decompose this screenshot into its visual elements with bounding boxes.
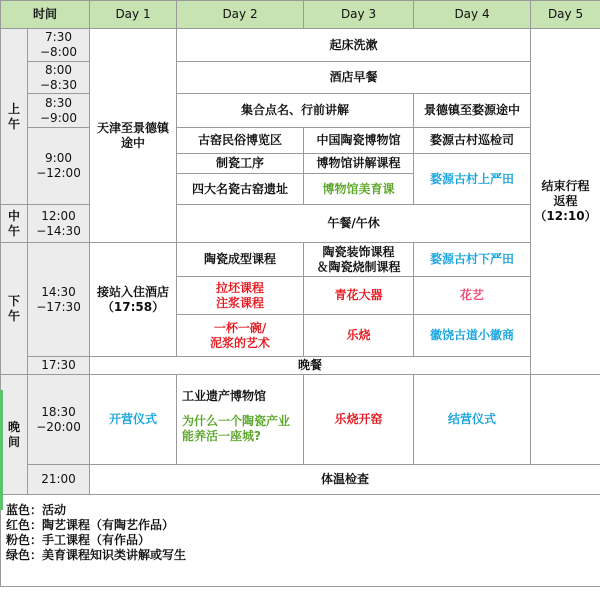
cell-day3-deco-text: 陶瓷装饰课程 ＆陶瓷烧制课程 (316, 244, 401, 274)
cell-day2-bowl (177, 315, 304, 357)
cell-day1-travel-text: 天津至景德镇 途中 (97, 120, 170, 150)
period-morning (1, 29, 28, 205)
time-0730 (28, 29, 90, 62)
cell-day2-throwing-text: 拉坯课程 注浆课程 (216, 280, 265, 310)
cell-temp: 体温检查 (90, 465, 600, 495)
cell-day2-throwing (177, 277, 304, 315)
cell-day2-folk: 古窑民俗博览区 (177, 128, 304, 154)
cell-day4-shop: 徽饶古道小徽商 (414, 315, 531, 357)
cell-day3-lecture: 博物馆讲解课程 (304, 154, 414, 174)
header-day-3: Day 3 (304, 1, 414, 29)
header-day-5: Day 5 (531, 1, 600, 29)
cell-day3-lefire: 乐烧 (304, 315, 414, 357)
time-1430 (28, 243, 90, 357)
cell-day2-industrial: 工业遗产博物馆 (182, 389, 267, 403)
period-evening (1, 375, 28, 495)
cell-day4-flower: 花艺 (414, 277, 531, 315)
time-1730: 17:30 (28, 357, 90, 375)
cell-day4-closing: 结营仪式 (414, 375, 531, 465)
period-noon (1, 205, 28, 243)
time-0830 (28, 94, 90, 128)
time-1200-label: 12:00 −14:30 (36, 208, 81, 238)
cell-day3-aesthetic: 博物馆美育课 (304, 174, 414, 205)
cell-day3-museum: 中国陶瓷博物馆 (304, 128, 414, 154)
time-0900 (28, 128, 90, 205)
cell-day2-sites: 四大名瓷古窑遗址 (177, 174, 304, 205)
header-time: 时间 (1, 1, 90, 29)
period-morning-label: 上 午 (7, 101, 20, 131)
time-1430-label: 14:30 −17:30 (36, 284, 81, 314)
time-2100: 21:00 (28, 465, 90, 495)
cell-day5-end (531, 29, 600, 375)
time-0800 (28, 62, 90, 94)
cell-day1-travel (90, 29, 177, 243)
cell-day2-bowl-text: 一杯一碗/ 泥浆的艺术 (210, 320, 271, 350)
cell-day4-yan: 婺源古村上严田 (414, 154, 531, 205)
time-1200 (28, 205, 90, 243)
time-0730-label: 7:30 −8:00 (40, 30, 78, 59)
time-0900-label: 9:00 −12:00 (36, 151, 81, 180)
cell-day1-checkin (90, 243, 177, 357)
legend (1, 495, 600, 587)
period-afternoon-label: 下 午 (7, 293, 20, 323)
time-0830-label: 8:30 −9:00 (40, 95, 78, 125)
cell-day5-empty (531, 375, 600, 465)
header-day-1: Day 1 (90, 1, 177, 29)
time-0800-label: 8:00 −8:30 (40, 62, 78, 92)
cell-wake: 起床洗漱 (177, 29, 531, 62)
cell-lunch: 午餐/午休 (177, 205, 531, 243)
legend-red: 红色：陶艺课程（有陶艺作品） (6, 518, 175, 532)
header-day-2: Day 2 (177, 1, 304, 29)
cell-gather: 集合点名、行前讲解 (177, 94, 414, 128)
cell-day2-evening (177, 375, 304, 465)
period-noon-label: 中 午 (7, 208, 20, 238)
legend-pink: 粉色：手工课程（有作品） (6, 533, 151, 547)
cell-day4-yan-down: 婺源古村下严田 (414, 243, 531, 277)
cell-day4-travel: 景德镇至婺源途中 (414, 94, 531, 128)
row-accent-bar (0, 390, 3, 510)
cell-day1-checkin-text: 接站入住酒店 （17:58） (97, 284, 170, 314)
cell-dinner: 晚餐 (90, 357, 531, 375)
cell-day2-forming: 陶瓷成型课程 (177, 243, 304, 277)
cell-day2-craft: 制瓷工序 (177, 154, 304, 174)
cell-day4-inspect: 婺源古村巡检司 (414, 128, 531, 154)
legend-blue: 蓝色：活动 (6, 503, 67, 517)
cell-breakfast: 酒店早餐 (177, 62, 531, 94)
cell-day3-kiln: 乐烧开窑 (304, 375, 414, 465)
cell-day3-deco (304, 243, 414, 277)
cell-day1-opening: 开营仪式 (90, 375, 177, 465)
period-evening-label: 晚 间 (7, 419, 20, 449)
period-afternoon (1, 243, 28, 375)
cell-day2-question: 为什么一个陶瓷产业 能养活一座城? (182, 414, 291, 443)
cell-day5-end-text: 结束行程 返程 （12:10） (534, 179, 597, 223)
time-1830-label: 18:30 −20:00 (36, 404, 81, 434)
legend-green: 绿色：美育课程知识类讲解或写生 (6, 548, 187, 562)
cell-day3-bluewhite: 青花大器 (304, 277, 414, 315)
time-1830 (28, 375, 90, 465)
header-day-4: Day 4 (414, 1, 531, 29)
